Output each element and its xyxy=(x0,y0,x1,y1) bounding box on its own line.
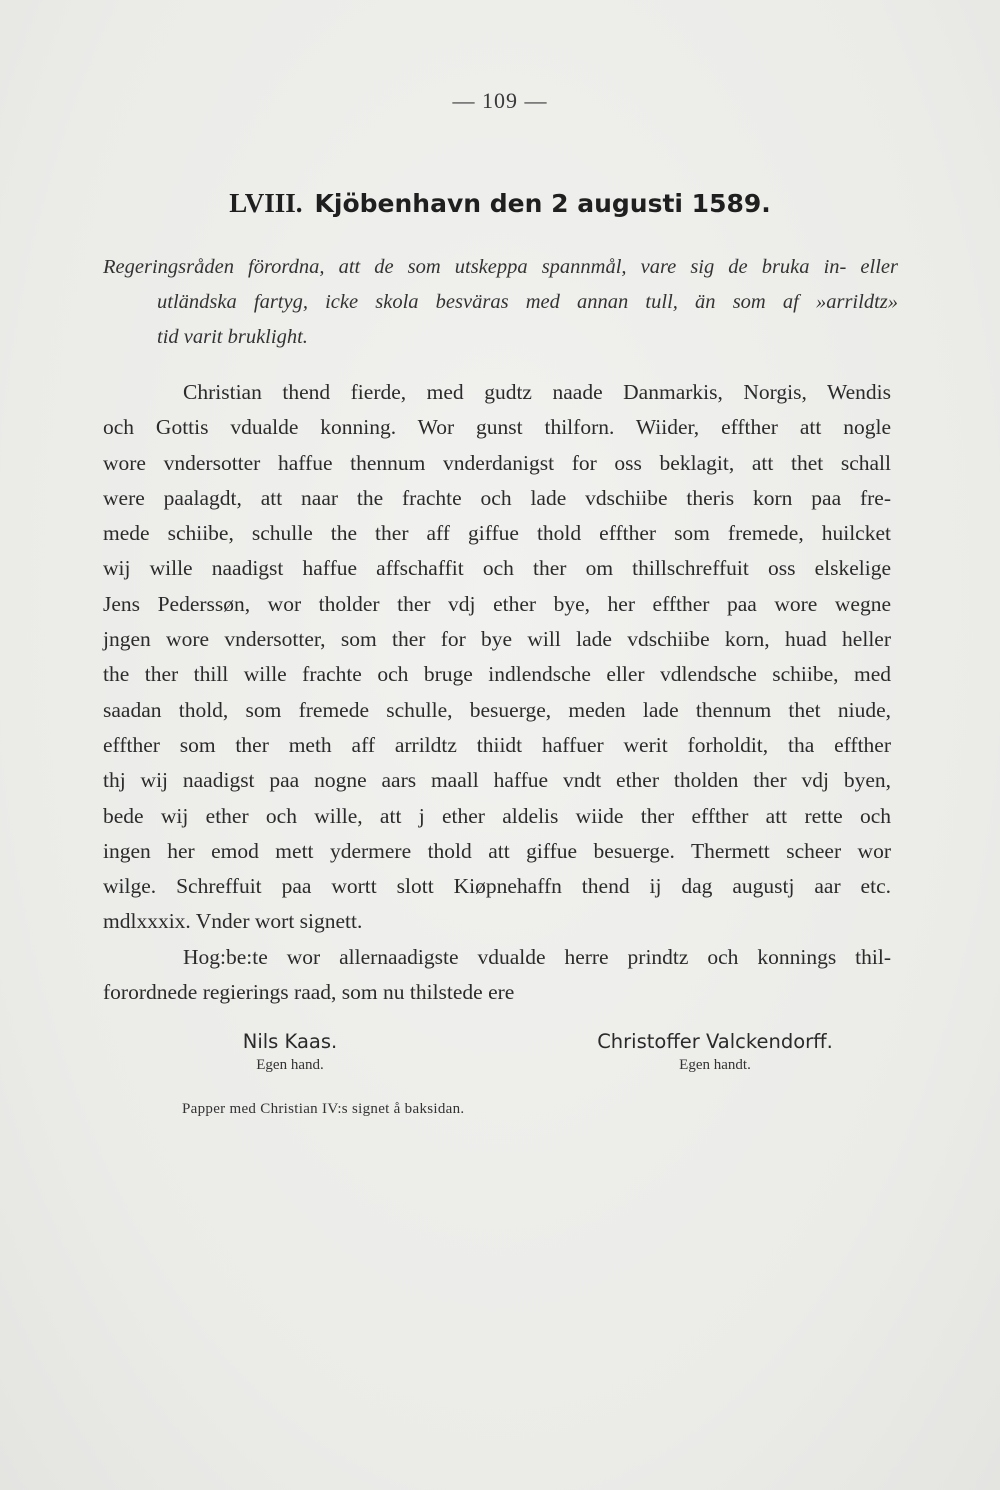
page-number: — 109 — xyxy=(452,88,548,113)
signoff-line: Hog:be:te wor allernaadigste vdualde herre prindtz och konnings thil- xyxy=(183,945,891,969)
document-number: LVIII. xyxy=(229,188,303,218)
letter-body xyxy=(103,375,891,940)
body-line: saadan thold, som fremede schulle, besuerge, meden lade thennum thet niude, xyxy=(103,697,891,722)
body-line: the ther thill wille frachte och bruge indlendsche eller vdlendsche schiibe, med xyxy=(103,662,891,687)
body-line: ingen her emod mett ydermere thold att giffue besuerge. Thermett scheer wor xyxy=(103,838,891,863)
body-line: jngen wore vndersotter, som ther for bye will lade vdschiibe korn, huad heller xyxy=(103,627,891,652)
body-line: bede wij ether och wille, att j ether aldelis wiide ther effther att rette och xyxy=(103,803,891,828)
body-line: Christian thend fierde, med gudtz naade Danmarkis, Norgis, Wendis xyxy=(183,380,891,404)
body-line: och Gottis vdualde konning. Wor gunst thilforn. Wiider, effther att nogle xyxy=(103,415,891,440)
body-line: wore vndersotter haffue thennum vnderdanigst for oss beklagit, att thet schall xyxy=(103,450,891,475)
summary-line: tid varit bruklight. xyxy=(157,326,308,348)
body-line: wilge. Schreffuit paa wortt slott Kiøpnehaffn thend ij dag augustj aar etc. xyxy=(103,874,891,899)
signature-name: Nils Kaas. xyxy=(242,1030,338,1053)
summary-line: utländska fartyg, icke skola besväras med annan tull, än som af »arrildtz» xyxy=(157,291,898,313)
body-line: thj wij naadigst paa nogne aars maall haffue vndt ether tholden ther vdj byen, xyxy=(103,768,891,793)
body-line: wij wille naadigst haffue affschaffit och ther om thillschreffuit oss elskelige xyxy=(103,556,891,581)
footnote: Papper med Christian IV:s signet å baksidan. xyxy=(182,1101,465,1117)
document-title: Kjöbenhavn den 2 augusti 1589. xyxy=(314,189,771,218)
body-line: mede schiibe, schulle the ther aff giffue thold effther som fremede, huilcket xyxy=(103,521,891,546)
signature-name: Christoffer Valckendorff. xyxy=(597,1030,833,1053)
signature-note: Egen hand. xyxy=(256,1057,324,1073)
body-line: were paalagdt, att naar the frachte och lade vdschiibe theris korn paa fre- xyxy=(103,485,891,510)
letter-signoff xyxy=(103,940,891,1011)
document-heading xyxy=(0,188,1000,219)
signature-left xyxy=(200,1030,380,1074)
body-line: effther som ther meth aff arrildtz thiidt haffuer werit forholdit, tha effther xyxy=(103,732,891,757)
document-summary xyxy=(103,250,898,355)
body-line: Jens Pederssøn, wor tholder ther vdj ether bye, her effther paa wore wegne xyxy=(103,591,891,616)
signature-note: Egen handt. xyxy=(679,1057,751,1073)
summary-line: Regeringsråden förordna, att de som utskeppa spannmål, vare sig de bruka in- eller xyxy=(103,256,898,278)
signoff-line: forordnede regierings raad, som nu thilstede ere xyxy=(103,980,515,1005)
body-line: mdlxxxix. Vnder wort signett. xyxy=(103,909,363,934)
signature-right xyxy=(575,1030,855,1074)
